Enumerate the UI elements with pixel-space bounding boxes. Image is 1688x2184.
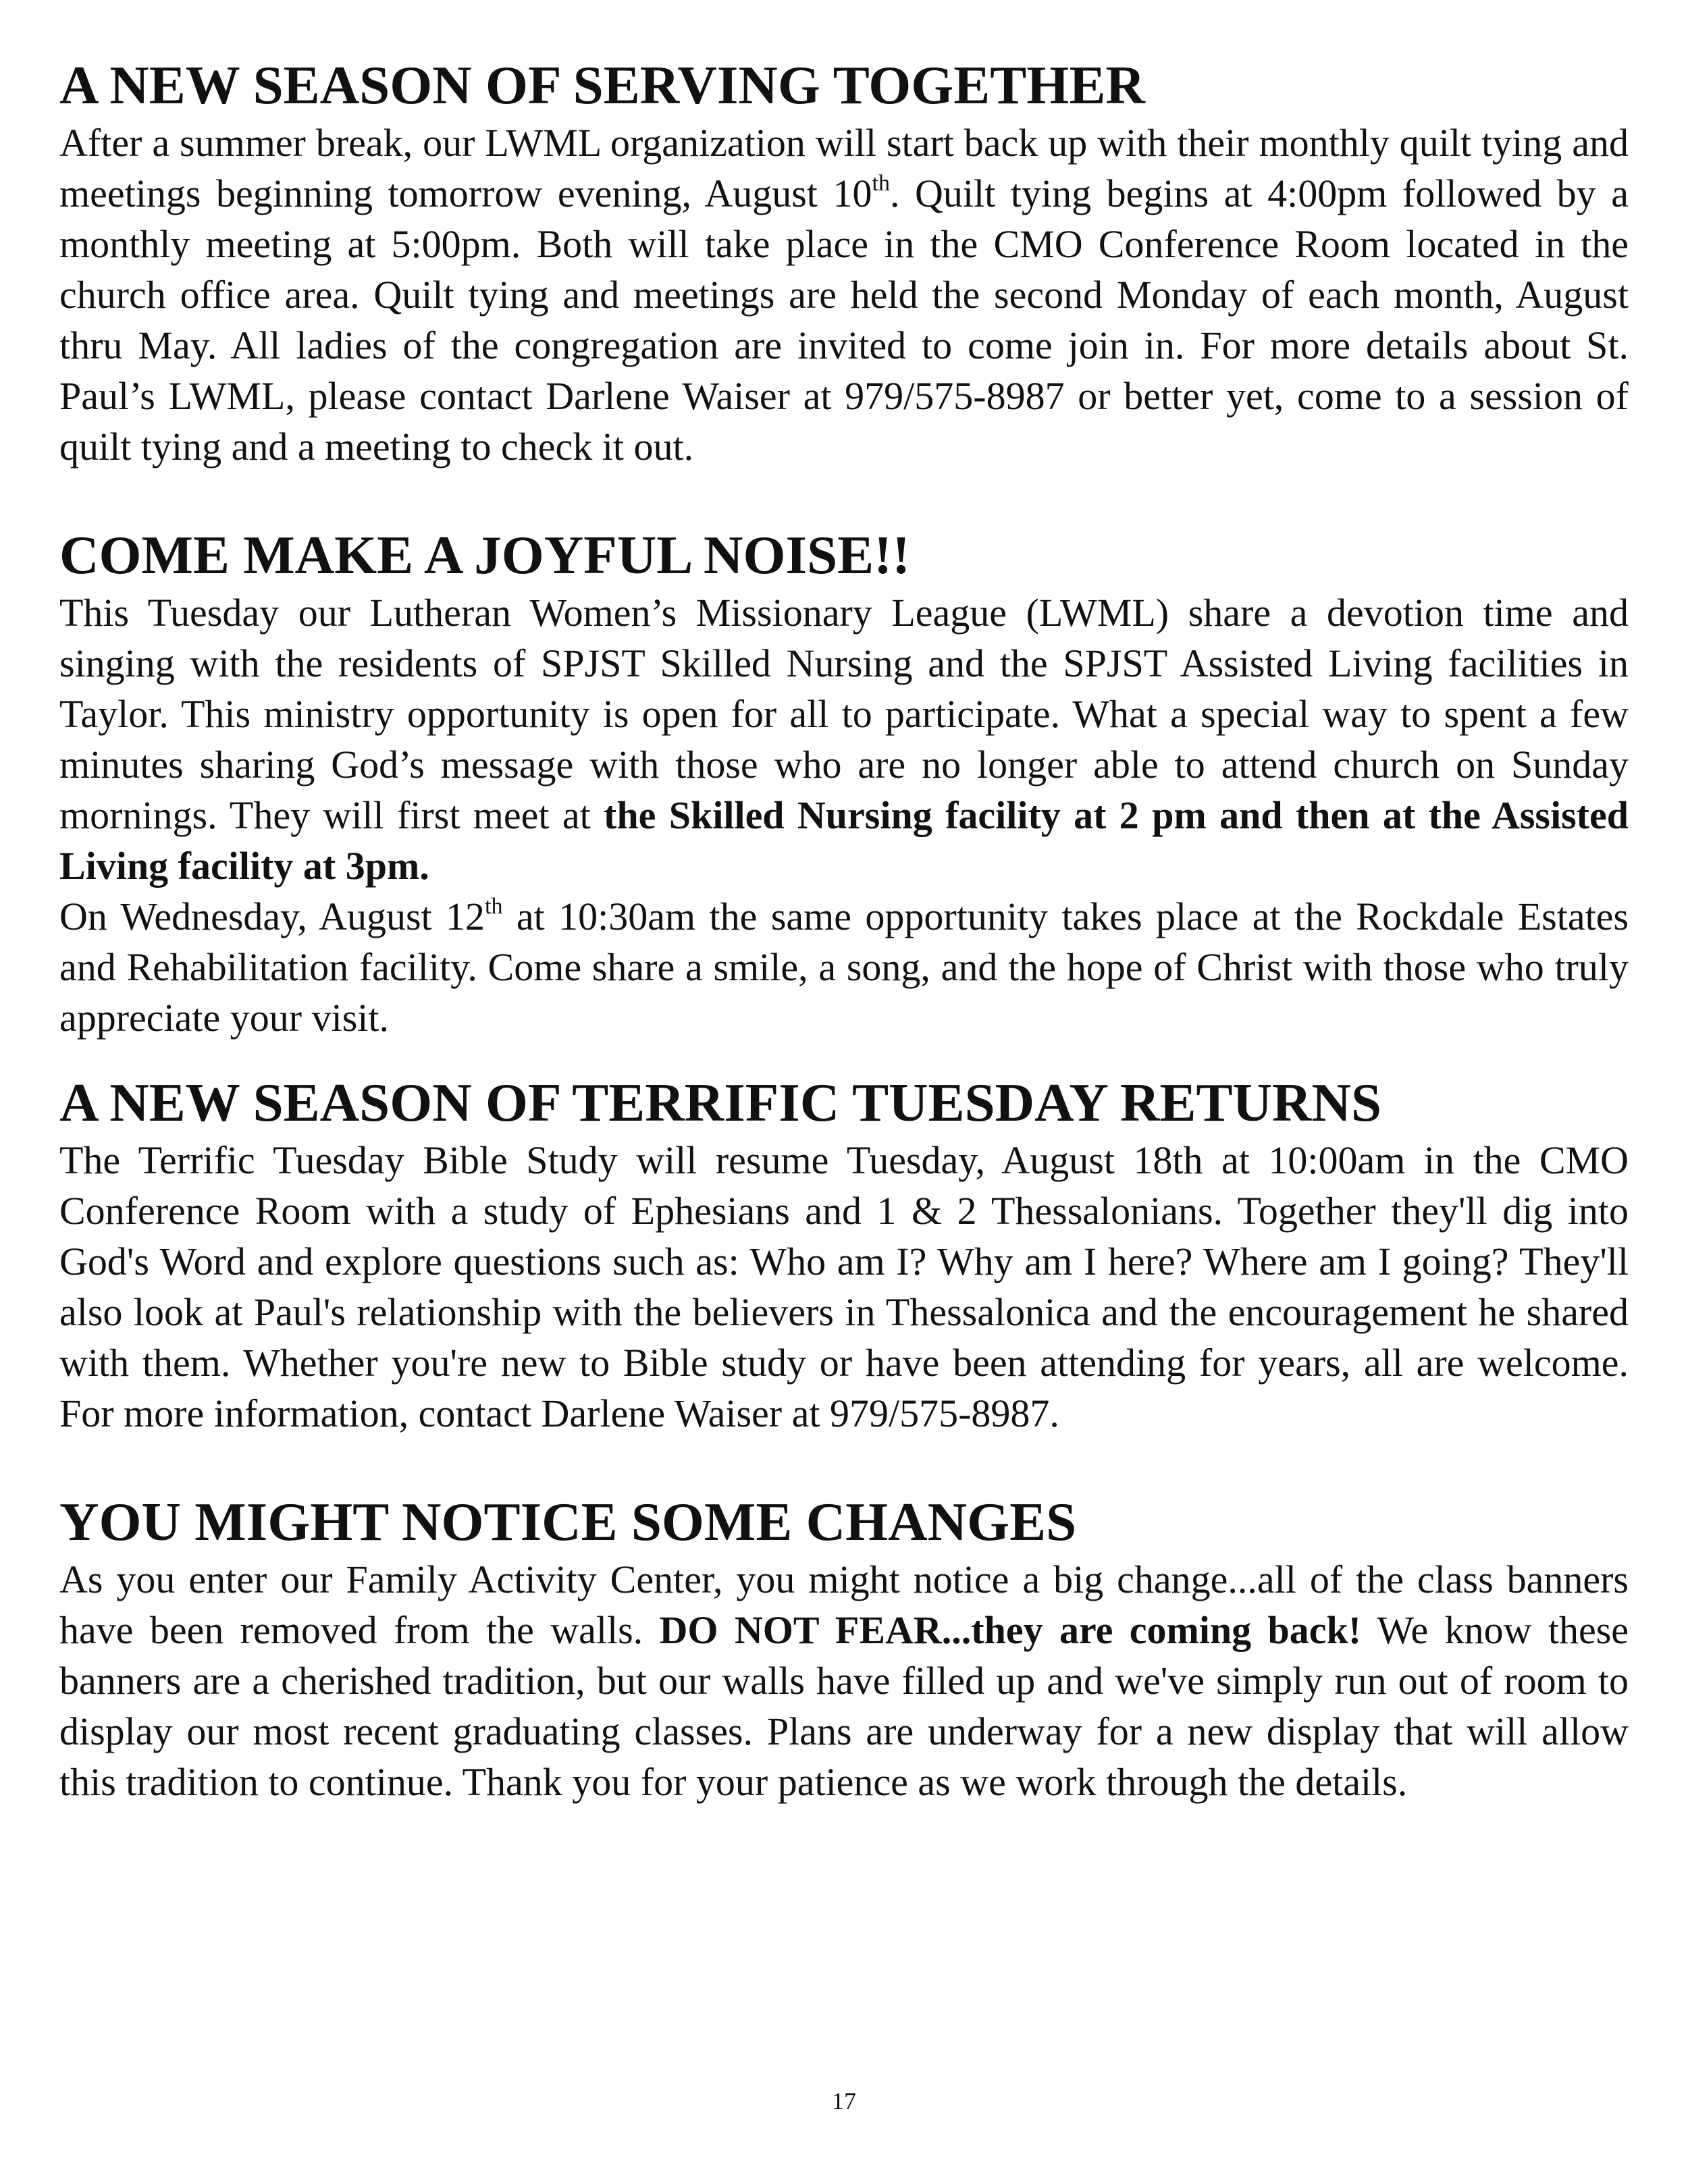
section-joyful-noise — [59, 523, 1629, 1043]
section-body: The Terrific Tuesday Bible Study will resume Tuesday, August 18th at 10:00am in the CMO Conference Room with a study of Ephesians and 1 & 2 Thessalonians. Together they'll dig into God's Word and explore questions such as: Who am I? Why am I here? Where am I going? They'll also look at Paul's relationship with the believers in Thessalonica and the encouragement he shared with them. Whether you're new to Bible study or have been attending for years, all are welcome. For more information, contact Darlene Waiser at 979/575-8987. — [59, 1138, 1629, 1435]
section-body-second: On Wednesday, August 12th at 10:30am the same opportunity takes place at the Rockdale Estates and Rehabilitation facility. Come share a smile, a song, and the hope of Christ with those who truly appreciate your visit. — [59, 894, 1629, 1040]
section-terrific-tuesday — [59, 1070, 1629, 1439]
section-heading: A NEW SEASON OF TERRIFIC TUESDAY RETURNS — [59, 1072, 1382, 1133]
page-number: 17 — [832, 2087, 856, 2114]
section-body: After a summer break, our LWML organization will start back up with their monthly quilt tying and meetings beginning tomorrow evening, August 10th. Quilt tying begins at 4:00pm followed by a monthly meeting at 5:00pm. Both will take place in the CMO Conference Room located in the church office area. Quilt tying and meetings are held the second Monday of each month, August thru May. All ladies of the congregation are invited to come join in. For more details about St. Paul’s LWML, please contact Darlene Waiser at 979/575-8987 or better yet, come to a session of quilt tying and a meeting to check it out. — [59, 121, 1629, 469]
section-notice-changes — [59, 1489, 1629, 1807]
section-heading: COME MAKE A JOYFUL NOISE!! — [59, 525, 911, 585]
newsletter-page — [59, 53, 1629, 1807]
section-heading: YOU MIGHT NOTICE SOME CHANGES — [59, 1491, 1077, 1552]
section-body: As you enter our Family Activity Center, you might notice a big change...all of the class banners have been removed from the walls. DO NOT FEAR...they are coming back! We know these banners are a cherished tradition, but our walls have filled up and we've simply run out of room to display our most recent graduating classes. Plans are underway for a new display that will allow this tradition to continue. Thank you for your patience as we work through the details. — [59, 1557, 1629, 1804]
section-heading: A NEW SEASON OF SERVING TOGETHER — [59, 55, 1145, 115]
section-serving-together — [59, 53, 1629, 472]
section-body: This Tuesday our Lutheran Women’s Missionary League (LWML) share a devotion time and singing with the residents of SPJST Skilled Nursing and the SPJST Assisted Living facilities in Taylor. This ministry opportunity is open for all to participate. What a special way to spent a few minutes sharing God’s message with those who are no longer able to attend church on Sunday mornings. They will first meet at the Skilled Nursing facility at 2 pm and then at the Assisted Living facility at 3pm. — [59, 591, 1629, 888]
